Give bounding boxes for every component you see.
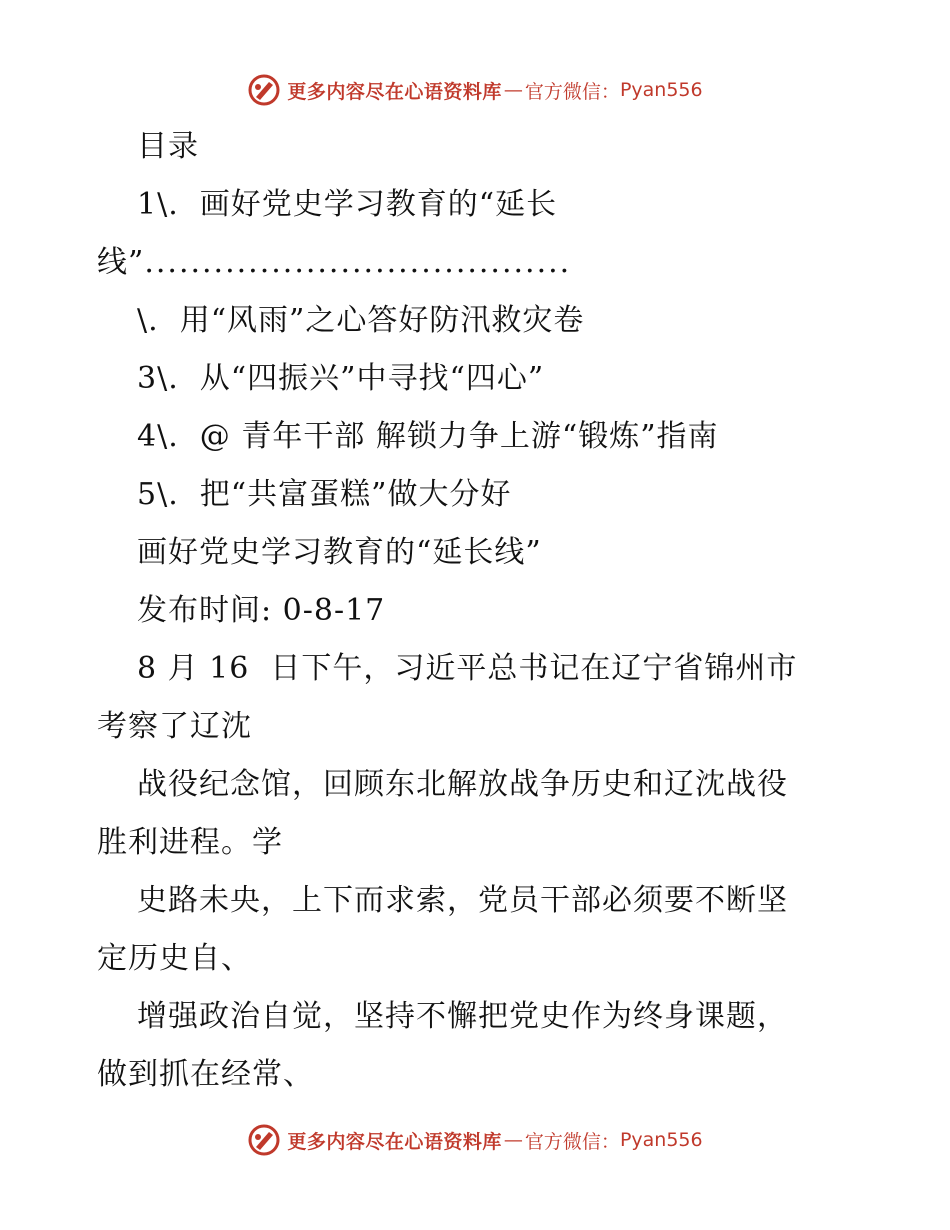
toc-item-5: 5\. 把“共富蛋糕”做大分好: [137, 477, 512, 512]
banner-text: 更多内容尽在心语资料库: [287, 1130, 502, 1153]
footer-banner: [0, 1120, 950, 1160]
banner-wechat-label: 官方微信：: [524, 1130, 620, 1153]
document-body: [97, 118, 857, 1104]
paragraph-2-first: 战役纪念馆，回顾东北解放战争历史和辽沈战役: [137, 767, 788, 802]
pen-logo-icon: [247, 1123, 281, 1157]
pen-logo-icon: [247, 73, 281, 107]
banner-text: 更多内容尽在心语资料库: [287, 80, 502, 103]
header-banner: [0, 70, 950, 110]
banner-wechat-label: 官方微信：: [524, 80, 620, 103]
paragraph-2-rest: 胜利进程。学: [97, 825, 283, 860]
paragraph-4-rest: 做到抓在经常、: [97, 1057, 314, 1092]
paragraph-3-rest: 定历史自、: [97, 941, 252, 976]
toc-item-1-line2: [97, 234, 857, 292]
paragraph-3-first: 史路未央，上下而求索，党员干部必须要不断坚: [137, 883, 788, 918]
toc-item-1-line1: 1\. 画好党史学习教育的“延长: [137, 187, 558, 222]
banner-separator: —: [503, 1129, 523, 1151]
paragraph-4-first: 增强政治自觉，坚持不懈把党史作为终身课题，: [137, 999, 788, 1034]
article-date: 发布时间: 0-8-17: [137, 593, 386, 628]
toc-item-2: \. 用“风雨”之心答好防汛救灾卷: [137, 303, 585, 338]
banner-wechat-id: Pyan556: [619, 1129, 703, 1151]
toc-item-1-text: 线”: [97, 245, 145, 280]
banner-separator: —: [503, 79, 523, 101]
toc-leader-dots: .....................................: [144, 245, 572, 280]
toc-item-4: 4\. @ 青年干部 解锁力争上游“锻炼”指南: [137, 419, 719, 454]
paragraph-1-rest: 考察了辽沈: [97, 709, 252, 744]
toc-item-3: 3\. 从“四振兴”中寻找“四心”: [137, 361, 545, 396]
banner-wechat-id: Pyan556: [619, 79, 703, 101]
article-title: 画好党史学习教育的“延长线”: [137, 535, 542, 570]
toc-heading: 目录: [137, 129, 199, 164]
paragraph-1-first: 8 月 16 日下午，习近平总书记在辽宁省锦州市: [137, 651, 798, 686]
